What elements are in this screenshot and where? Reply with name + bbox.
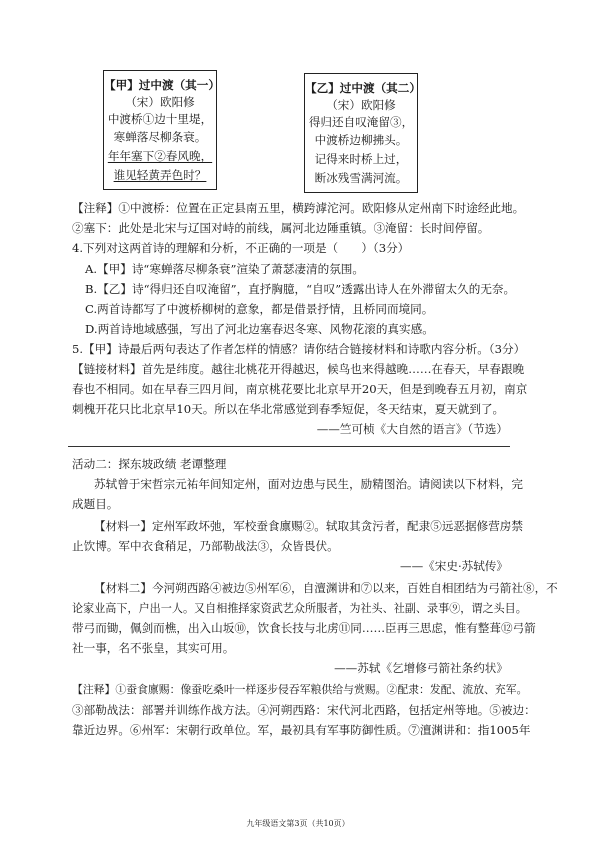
question-4-text: 4.下列对这两首诗的理解和分析，不正确的一项是（ ）（3分） [72,241,410,255]
material-2-line-2: 论家业高下，户出一人。又自相推择家资武艺众所服者，为社头、社副、录事⑨，谓之头目。 [72,602,527,615]
link-material-line-1: 【链接材料】首先是纬度。越往北桃花开得越迟，候鸟也来得越晚……在春天，早春跟晚 [72,362,525,376]
material-2-line-1: 【材料二】今河朔西路④被边⑤州军⑥，自澶渊讲和⑦以来，百姓自相团结为弓箭社⑧，不 [94,581,558,595]
question-4-option-a: A.【甲】诗“寒蝉落尽柳条衰”渲染了萧瑟凄清的氛围。 [85,262,364,276]
poem-b-box [304,73,421,193]
poem-a-line-3: 年年塞下②春风晚， [107,149,213,163]
material-1-line-2: 止饮博。军中衣食稍足，乃部勒战法③，众皆畏伏。 [72,539,339,553]
link-material-line-3: 刺槐开花只比北京早10天。所以在华北常感觉到春季短促，冬天结束，夏天就到了。 [72,402,505,416]
poem-a-author: （宋）欧阳修 [125,95,195,109]
page-footer: 九年级语文第3页（共10页） [246,819,350,828]
question-4-option-b: B.【乙】诗“得归还自叹淹留”，直抒胸臆，“自叹”透露出诗人在外滞留太久的无奈。 [85,282,516,296]
poem-b-line-3: 记得来时桥上过， [314,152,408,166]
poem-notes-line-2: ②塞下：此处是北宋与辽国对峙的前线，属河北边陲重镇。③淹留：长时间停留。 [72,221,490,235]
section-divider [68,446,510,447]
poem-b-author: （宋）欧阳修 [326,98,396,112]
material-2-line-4: 社一事，名不张皇，其实可用。 [72,641,235,655]
poem-a-title: 【甲】过中渡（其一） [104,78,220,92]
poem-a-box [103,70,220,190]
question-4-stem [72,240,409,256]
poem-b-title: 【乙】过中渡（其二） [305,81,421,95]
poem-b-line-2: 中渡桥边柳拂头。 [314,133,408,147]
poem-b-line-1: 得归还自叹淹留③， [308,115,414,129]
material-1-line-1: 【材料一】定州军政坏弛，军校蚕食廪赐②。轼取其贪污者，配隶⑤远恶据修营房禁 [94,519,523,533]
link-material-line-2: 春也不相同。如在早春三四月间，南京桃花要比北京早开20天，但是到晚春五月初，南京 [72,382,528,396]
activity-2-notes-line-2: ③部勒战法：部署并训练作战方法。④河朔西路：宋代河北西路，包括定州等地。⑤被边： [72,703,536,717]
activity-2-title: 活动二：探东坡政绩 老谭整理 [72,457,227,471]
poem-a-line-4: 谁见轻黄弄色时？ [113,168,207,182]
question-4-option-d: D.两首诗地域感强，写出了河北边塞春迟冬寒、风物花滚的真实感。 [85,322,434,336]
material-1-source: ——《宋史·苏轼传》 [399,559,508,573]
material-2-line-3: 带弓而锄，佩剑而樵，出入山坂⑩，饮食长技与北虏⑪同……臣再三思虑，惟有整葺⑫弓箭 [72,621,536,635]
poem-a-line-2: 寒蝉落尽柳条衰。 [113,130,207,144]
activity-2-intro-2: 成题目。 [72,497,119,511]
link-material-source: ——竺可桢《大自然的语言》（节选） [316,422,508,436]
material-2-source: ——苏轼《乞增修弓箭社条约状》 [334,661,508,675]
poem-b-line-4: 断冰残雪满河流。 [314,171,408,185]
activity-2-notes-line-1: 【注释】①蚕食廪赐：像蚕吃桑叶一样逐步侵吞军粮供给与赏赐。②配隶：发配、流放、充军。 [72,683,528,696]
activity-2-notes-line-3: 靠近边界。⑥州军：宋朝行政单位。军，最初具有军事防御性质。⑦澶渊讲和：指1005年 [72,723,531,737]
poem-notes-line-1: 【注释】①中渡桥：位置在正定县南五里，横跨滹沱河。欧阳修从定州南下时途经此地。 [72,201,525,215]
poem-a-line-1: 中渡桥①边十里堤， [107,112,213,126]
question-4-option-c: C.两首诗都写了中渡桥柳树的意象，都是借景抒情，且桥同而境同。 [85,302,434,316]
question-5-stem: 5.【甲】诗最后两句表达了作者怎样的情感？请你结合链接材料和诗歌内容分析。（3分） [72,342,526,356]
activity-2-intro-1: 苏轼曾于宋哲宗元祐年间知定州，面对边患与民生，励精图治。请阅读以下材料，完 [94,477,523,491]
